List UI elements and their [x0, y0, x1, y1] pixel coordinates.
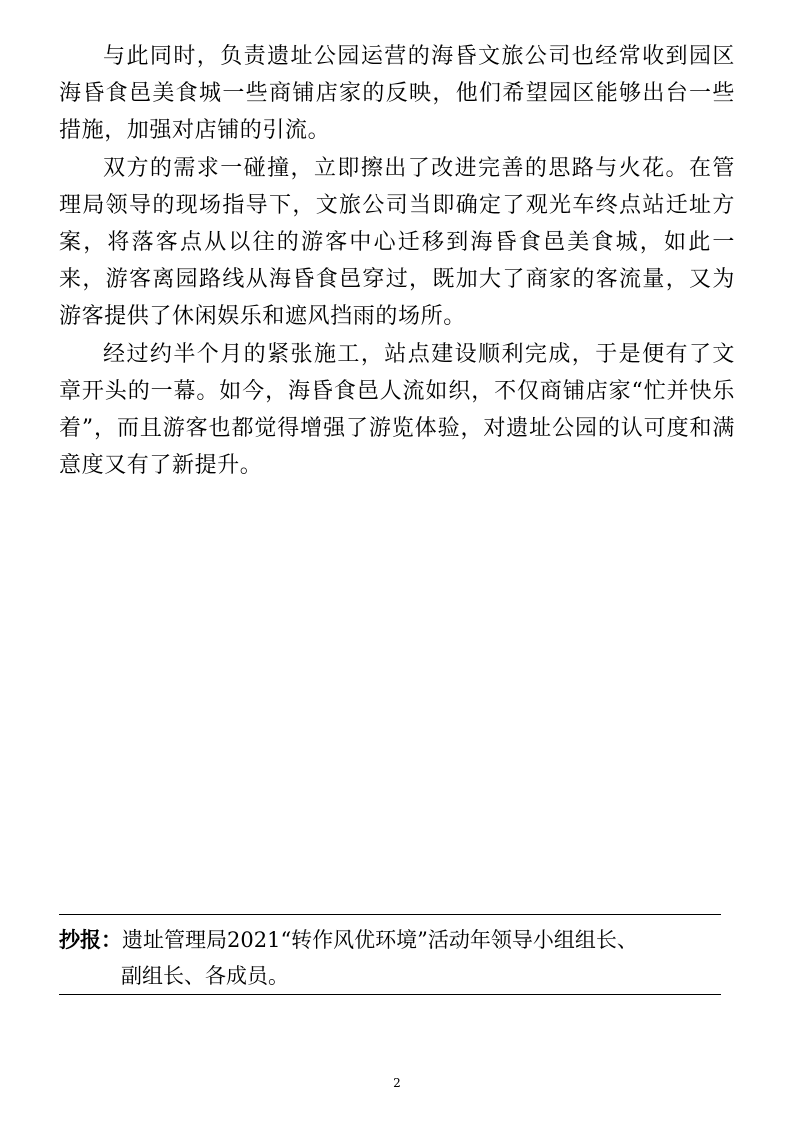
cc-top-divider: [59, 914, 721, 915]
document-body: [59, 38, 735, 484]
paragraph: 双方的需求一碰撞，立即擦出了改进完善的思路与火花。在管理局领导的现场指导下，文旅公司当即确定了观光车终点站迁址方案，将落客点从以往的游客中心迁移到海昏食邑美食城，如此一来，游客离园路线从海昏食邑穿过，既加大了商家的客流量，又为游客提供了休闲娱乐和遮风挡雨的场所。: [59, 155, 735, 330]
paragraph: 经过约半个月的紧张施工，站点建设顺利完成，于是便有了文章开头的一幕。如今，海昏食邑人流如织，不仅商铺店家“忙并快乐着”，而且游客也都觉得增强了游览体验，对遗址公园的认可度和满意度又有了新提升。: [59, 341, 735, 479]
cc-distribution-block: [59, 922, 729, 994]
cc-bottom-divider: [59, 994, 721, 995]
paragraph: 与此同时，负责遗址公园运营的海昏文旅公司也经常收到园区海昏食邑美食城一些商铺店家的反映，他们希望园区能够出台一些措施，加强对店铺的引流。: [59, 44, 735, 144]
page-number: 2: [393, 1076, 401, 1090]
cc-recipients-2: 副组长、各成员。: [121, 964, 289, 988]
cc-label: 抄报：: [59, 927, 122, 952]
cc-recipients-1: 遗址管理局2021“转作风优环境”活动年领导小组组长、: [122, 928, 638, 952]
cc-line-1: [59, 922, 729, 958]
